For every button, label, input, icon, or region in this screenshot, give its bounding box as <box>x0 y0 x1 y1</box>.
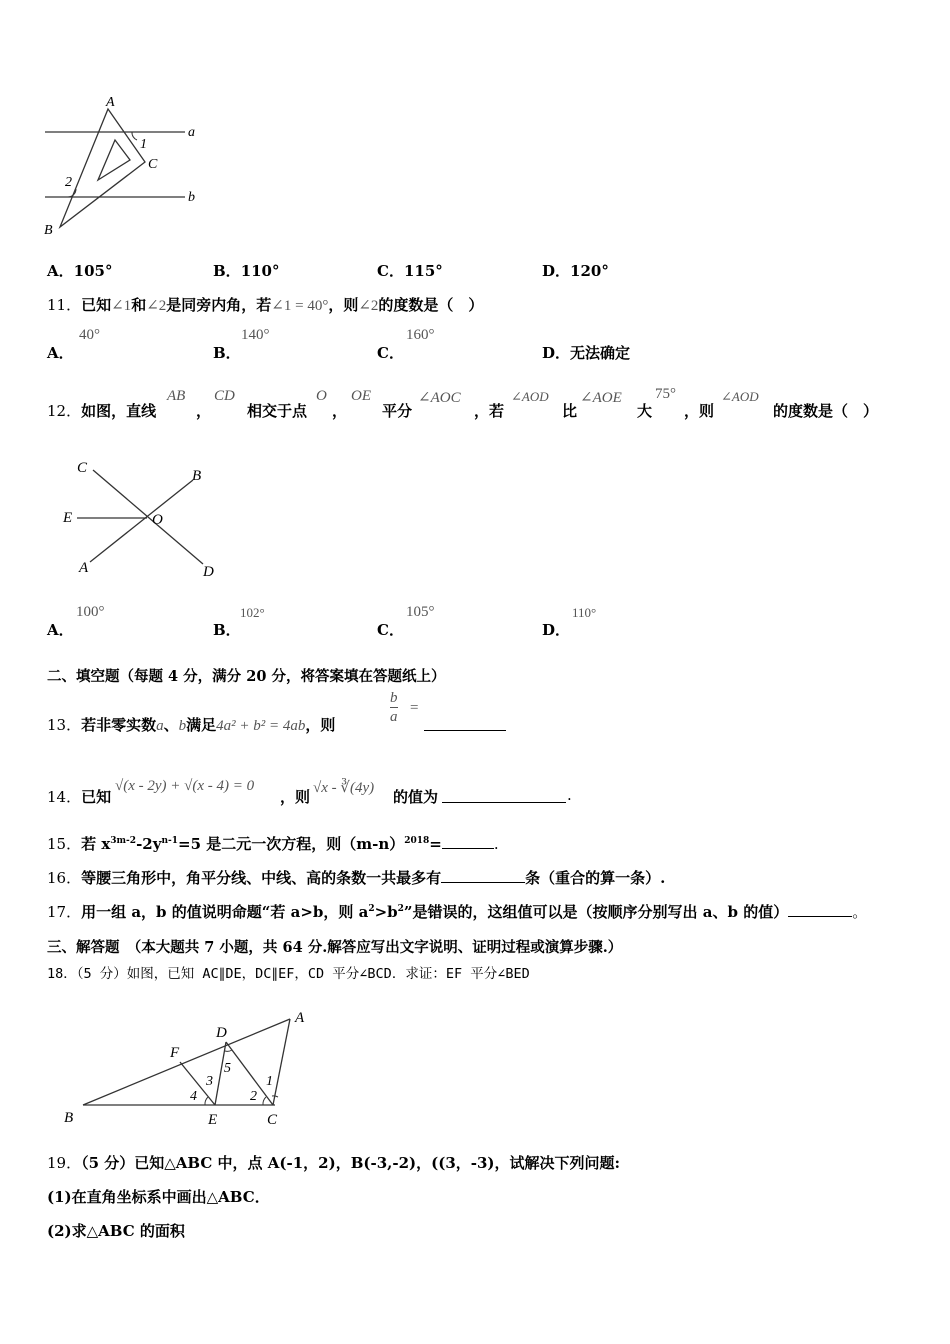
label-O: O <box>152 512 163 528</box>
label-C: C <box>267 1112 278 1128</box>
q12-t10: 的度数是（ ） <box>773 402 879 420</box>
q11-option-a-value: 40° <box>79 327 100 343</box>
label-A: A <box>295 1010 305 1026</box>
q11-option-c: C． <box>377 344 404 362</box>
q14-t3: 的值为 <box>393 788 439 806</box>
label-b: b <box>188 190 195 205</box>
q17-question: 17．用一组 a，b 的值说明命题“若 a>b，则 $a^2>b^2$”是错误的，这组值可以是（按顺序分别写出 a、b 的值） 。 <box>47 903 868 921</box>
q12-t2: ， <box>196 402 212 420</box>
label-two: 2 <box>65 175 72 190</box>
label-B: B <box>64 1110 74 1126</box>
q12-figure <box>55 452 230 582</box>
q12-t4: ， <box>332 402 348 420</box>
q15-question: 15．若 $x^{3m-2}-2y^{n-1}=5$ 是二元一次方程，则$(m-n)^{2018}=$ . <box>47 835 499 853</box>
q12-option-a-value: 100° <box>76 604 105 620</box>
q10-option-b: B．110° <box>213 262 280 280</box>
q14-answer-blank[interactable] <box>442 788 566 803</box>
label-D: D <box>216 1025 227 1041</box>
q10-option-a: A．105° <box>47 262 113 280</box>
q12-m5: ∠AOC <box>418 390 461 406</box>
angle-arc-2 <box>263 1097 266 1105</box>
label-n3: 3 <box>206 1074 213 1089</box>
q14-m1: √(x - 2y) + √(x - 4) = 0 <box>115 778 255 794</box>
q16-answer-blank[interactable] <box>441 868 525 883</box>
q11-option-b-value: 140° <box>241 327 270 343</box>
q18-question: 18．（5 分）如图，已知 AC∥DE，DC∥EF，CD 平分∠BCD．求证：EF 平分∠BED <box>47 966 530 982</box>
q13-answer-blank[interactable] <box>424 716 506 731</box>
q13-fraction: $\frac{b}{a}$ <box>390 690 398 725</box>
q11-question: 11．已知∠1和∠2是同旁内角，若∠1 = 40°，则∠2的度数是（ ） <box>47 296 484 314</box>
q10-option-c: C．115° <box>377 262 443 280</box>
segment-BA <box>83 1019 290 1105</box>
q12-option-b-value: 102° <box>240 605 265 620</box>
label-F: F <box>170 1045 180 1061</box>
q10-option-d: D．120° <box>542 262 609 280</box>
label-C: C <box>148 157 158 172</box>
q12-m4: OE <box>351 388 371 404</box>
q11-option-c-value: 160° <box>406 327 435 343</box>
q13-question: 13．若非零实数a、b满足4a² + b² = 4ab，则 <box>47 716 336 734</box>
q12-m3: O <box>316 388 327 404</box>
q12-m1: AB <box>167 388 186 404</box>
label-A: A <box>106 95 115 110</box>
q10-figure <box>40 92 210 242</box>
label-n5: 5 <box>224 1061 231 1076</box>
q14-num: 14．已知 <box>47 788 112 806</box>
q12-option-b: B． <box>213 621 241 639</box>
q19-part-1: (1)在直角坐标系中画出△ABC． <box>47 1188 270 1206</box>
label-B: B <box>44 223 53 238</box>
q14-end: . <box>567 786 572 804</box>
q12-option-c: C． <box>377 621 404 639</box>
q11-option-b: B． <box>213 344 241 362</box>
segment-AC <box>273 1019 290 1105</box>
q11-option-a: A． <box>47 344 74 362</box>
q12-t8: 大 <box>637 402 653 420</box>
label-C: C <box>77 460 88 476</box>
line-CD <box>93 470 203 564</box>
q12-m8: 75° <box>655 386 676 402</box>
line-AB <box>90 480 193 562</box>
q12-t5: 平分 <box>382 402 413 420</box>
q18-figure <box>60 1002 320 1130</box>
section-3-heading: 三、解答题 （本大题共 7 小题，共 64 分.解答应写出文字说明、证明过程或演算步骤.） <box>47 939 623 956</box>
label-one: 1 <box>140 137 147 152</box>
q12-m2: CD <box>214 388 235 404</box>
q12-t7: 比 <box>562 402 578 420</box>
q14-m2: √x - ∛(4y) <box>313 780 375 796</box>
q12-m9: ∠AOD <box>721 389 759 404</box>
angle-arc-5 <box>225 1050 232 1051</box>
label-E: E <box>63 510 73 526</box>
q16-question: 16．等腰三角形中，角平分线、中线、高的条数一共最多有 条（重合的算一条）. <box>47 869 666 887</box>
q19-part-2: (2)求△ABC 的面积 <box>47 1222 185 1240</box>
label-n2: 2 <box>250 1089 257 1104</box>
label-D: D <box>203 564 214 580</box>
q12-option-c-value: 105° <box>406 604 435 620</box>
q12-m6: ∠AOD <box>511 389 549 404</box>
q11-option-d: D．无法确定 <box>542 344 631 362</box>
angle-arc-4 <box>205 1097 208 1105</box>
triangle-inner <box>98 140 130 180</box>
q17-answer-blank[interactable] <box>788 902 852 917</box>
label-n4: 4 <box>190 1089 197 1104</box>
q12-option-a: A． <box>47 621 74 639</box>
label-A: A <box>79 560 89 576</box>
q12-t6: ，若 <box>474 402 505 420</box>
q19-question: 19．（5 分）已知△ABC 中，点 A(-1，2)，B(-3,-2)，((3，-3)，试解决下列问题: <box>47 1154 621 1172</box>
q15-answer-blank[interactable] <box>442 834 494 849</box>
q12-t3: 相交于点 <box>247 402 308 420</box>
q13-equals: = <box>410 700 419 716</box>
label-a: a <box>188 125 195 140</box>
q12-option-d-value: 110° <box>572 605 597 620</box>
label-n1: 1 <box>266 1074 273 1089</box>
label-B: B <box>192 468 202 484</box>
q12-m7: ∠AOE <box>580 390 622 406</box>
q12-t9: ，则 <box>684 402 715 420</box>
section-2-heading: 二、填空题（每题 4 分，满分 20 分，将答案填在答题纸上） <box>47 668 446 685</box>
q12-option-d: D． <box>542 621 571 639</box>
angle-1-arc <box>132 132 137 140</box>
label-E: E <box>208 1112 218 1128</box>
q14-t2: ，则 <box>280 788 311 806</box>
q12-question: 12．如图，直线 <box>47 402 157 420</box>
